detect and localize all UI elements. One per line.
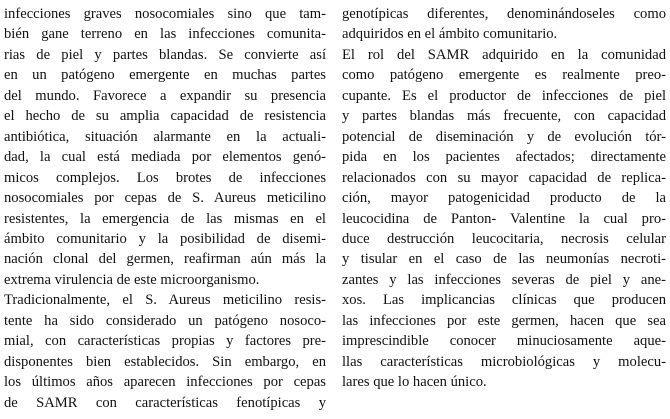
text-line: adquiridos en el ámbito comunitario. bbox=[342, 26, 558, 43]
text-line: nación clonal del germen, reafirman aún más la bbox=[4, 251, 326, 268]
text-line: Tradicionalmente, el S. Aureus meticilino resis- bbox=[4, 292, 326, 309]
text-line: genotípicas diferentes, denominándoseles como bbox=[342, 6, 666, 22]
paragraph bbox=[4, 4, 326, 290]
text-line: disponentes bien establecidos. Sin embargo, en bbox=[4, 353, 326, 370]
text-line: leucocidina de Panton- Valentine la cual pro- bbox=[342, 210, 666, 227]
paragraph bbox=[4, 290, 326, 413]
text-line: y tisular en el caso de las neumonías necroti- bbox=[342, 251, 666, 268]
text-line: en un patógeno emergente en muchas partes bbox=[4, 67, 326, 84]
text-line: extrema virulencia de este microorganismo. bbox=[4, 271, 260, 288]
text-line: resistentes, la emergencia de las mismas en el bbox=[4, 210, 326, 227]
text-line: nosocomiales por cepas de S. Aureus meticilino bbox=[4, 190, 326, 207]
text-line: ción, mayor patogenicidad producto de la bbox=[342, 190, 666, 207]
text-line: xos. Las implicancias clínicas que producen bbox=[342, 292, 666, 309]
text-line: bién gane terreno en las infecciones comunita- bbox=[4, 26, 326, 43]
text-line: relacionados con su mayor capacidad de replica- bbox=[342, 169, 666, 186]
paragraph bbox=[342, 45, 666, 393]
text-line: ámbito comunitario y la posibilidad de disemi- bbox=[4, 230, 326, 247]
text-line: de SAMR con características fenotípicas y bbox=[4, 394, 326, 411]
text-line: potencial de diseminación y de evolución tór- bbox=[342, 128, 666, 145]
text-line: rias de piel y partes blandas. Se convierte así bbox=[4, 46, 326, 63]
text-line: llas características microbiológicas y molecu- bbox=[342, 353, 666, 370]
text-line: como patógeno emergente es realmente preo- bbox=[342, 67, 666, 84]
right-column bbox=[342, 4, 666, 393]
text-line: antibiótica, situación alarmante en la actuali- bbox=[4, 128, 326, 145]
text-line: dad, la cual está mediada por elementos genó- bbox=[4, 149, 326, 166]
text-line: pida en los pacientes afectados; directamente bbox=[342, 149, 666, 166]
text-line: duce destrucción leucocitaria, necrosis celular bbox=[342, 230, 666, 247]
left-column bbox=[4, 4, 326, 413]
text-line: infecciones graves nosocomiales sino que tam- bbox=[4, 6, 326, 22]
paragraph bbox=[342, 4, 666, 45]
text-line: los últimos años aparecen infecciones por cepas bbox=[4, 374, 326, 391]
text-line: del mundo. Favorece a expandir su presencia bbox=[4, 87, 326, 104]
text-line: imprescindible conocer minuciosamente aque- bbox=[342, 333, 666, 350]
text-line: las infecciones por este germen, hacen que sea bbox=[342, 312, 666, 329]
text-line: tente ha sido considerado un patógeno nosoco- bbox=[4, 312, 326, 329]
text-line: y partes blandas más frecuente, con capacidad bbox=[342, 108, 666, 125]
text-line: lares que lo hacen único. bbox=[342, 374, 487, 391]
text-line: zantes y las infecciones severas de piel y ane- bbox=[342, 271, 666, 288]
text-line: micos complejos. Los brotes de infecciones bbox=[4, 169, 326, 186]
text-line: cupante. Es el productor de infecciones de piel bbox=[342, 87, 666, 104]
text-line: El rol del SAMR adquirido en la comunidad bbox=[342, 46, 666, 63]
text-line: el hecho de su amplia capacidad de resistencia bbox=[4, 108, 326, 125]
text-line: mial, con características propias y factores pre- bbox=[4, 333, 326, 350]
